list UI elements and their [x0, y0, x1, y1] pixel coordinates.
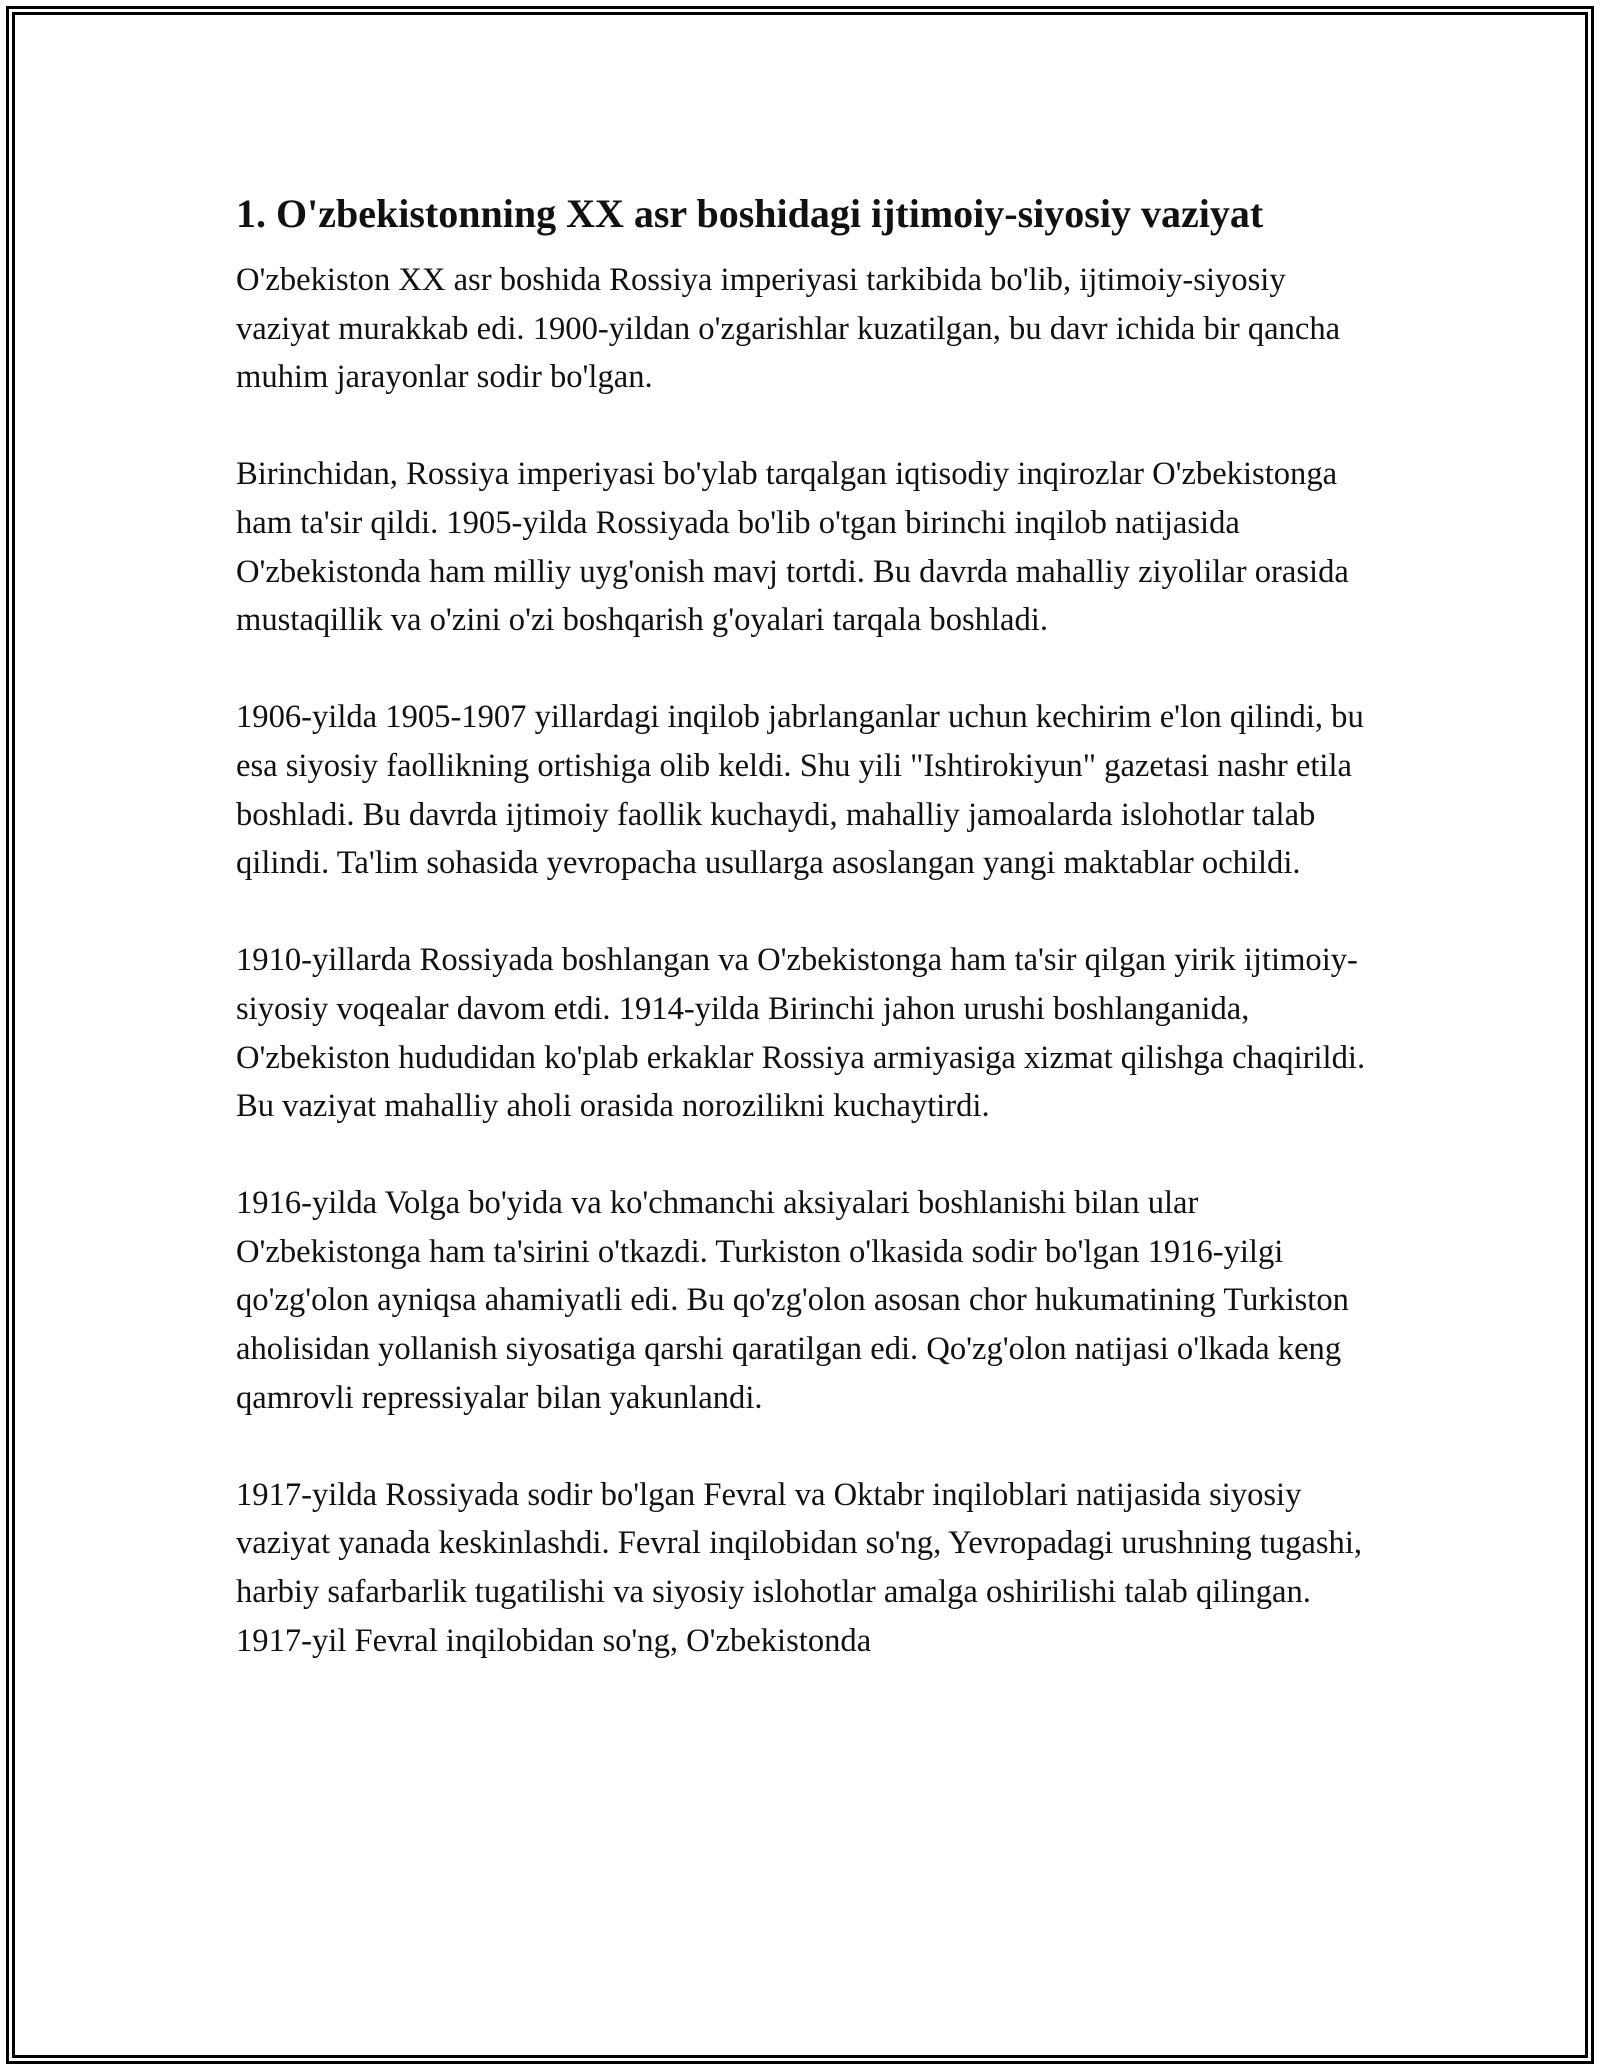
paragraph-1917-revolutions: 1917-yilda Rossiyada sodir bo'lgan Fevral va Oktabr inqiloblari natijasida siyosiy vaziyat yanada keskinlashdi. Fevral inqilobidan so'ng, Yevropadagi urushning tugashi, harbiy safarbarlik tugatilishi va siyosiy islohotlar amalga oshirilishi talab qilingan. 1917-yil Fevral inqilobidan so'ng, O'zbekistonda	[236, 1476, 1363, 1659]
paragraph-economic-crisis: Birinchidan, Rossiya imperiyasi bo'ylab tarqalgan iqtisodiy inqirozlar O'zbekistonga ham ta'sir qildi. 1905-yilda Rossiyada bo'lib o'tgan birinchi inqilob natijasida O'zbekistonda ham milliy uyg'onish mavj tortdi. Bu davrda mahalliy ziyolilar orasida mustaqillik va o'zini o'zi boshqarish g'oyalari tarqala boshladi.	[236, 456, 1349, 639]
paragraph-1916-uprising: 1916-yilda Volga bo'yida va ko'chmanchi aksiyalari boshlanishi bilan ular O'zbekistonga ham ta'sirini o'tkazdi. Turkiston o'lkasida sodir bo'lgan 1916-yilgi qo'zg'olon ayniqsa ahamiyatli edi. Bu qo'zg'olon asosan chor hukumatining Turkiston aholisidan yollanish siyosatiga qarshi qaratilgan edi. Qo'zg'olon natijasi o'lkada keng qamrovli repressiyalar bilan yakunlandi.	[236, 1185, 1349, 1416]
paragraph-1910s-events: 1910-yillarda Rossiyada boshlangan va O'zbekistonga ham ta'sir qilgan yirik ijtimoiy-siyosiy voqealar davom etdi. 1914-yilda Birinchi jahon urushi boshlanganida, O'zbekiston hududidan ko'plab erkaklar Rossiya armiyasiga xizmat qilishga chaqirildi. Bu vaziyat mahalliy aholi orasida norozilikni kuchaytirdi.	[236, 942, 1366, 1125]
paragraph-intro: O'zbekiston XX asr boshida Rossiya imperiyasi tarkibida bo'lib, ijtimoiy-siyosiy vaziyat murakkab edi. 1900-yildan o'zgarishlar kuzatilgan, bu davr ichida bir qancha muhim jarayonlar sodir bo'lgan.	[236, 262, 1341, 396]
paragraph-1906-amnesty: 1906-yilda 1905-1907 yillardagi inqilob jabrlanganlar uchun kechirim e'lon qilindi, bu esa siyosiy faollikning ortishiga olib keldi. Shu yili "Ishtirokiyun" gazetasi nashr etila boshladi. Bu davrda ijtimoiy faollik kuchaydi, mahalliy jamoalarda islohotlar talab qilindi. Ta'lim sohasida yevropacha usullarga asoslangan yangi maktablar ochildi.	[236, 699, 1364, 882]
section-heading: 1. O'zbekistonning XX asr boshidagi ijtimoiy-siyosiy vaziyat	[236, 191, 1264, 236]
document-body	[236, 186, 1376, 1714]
